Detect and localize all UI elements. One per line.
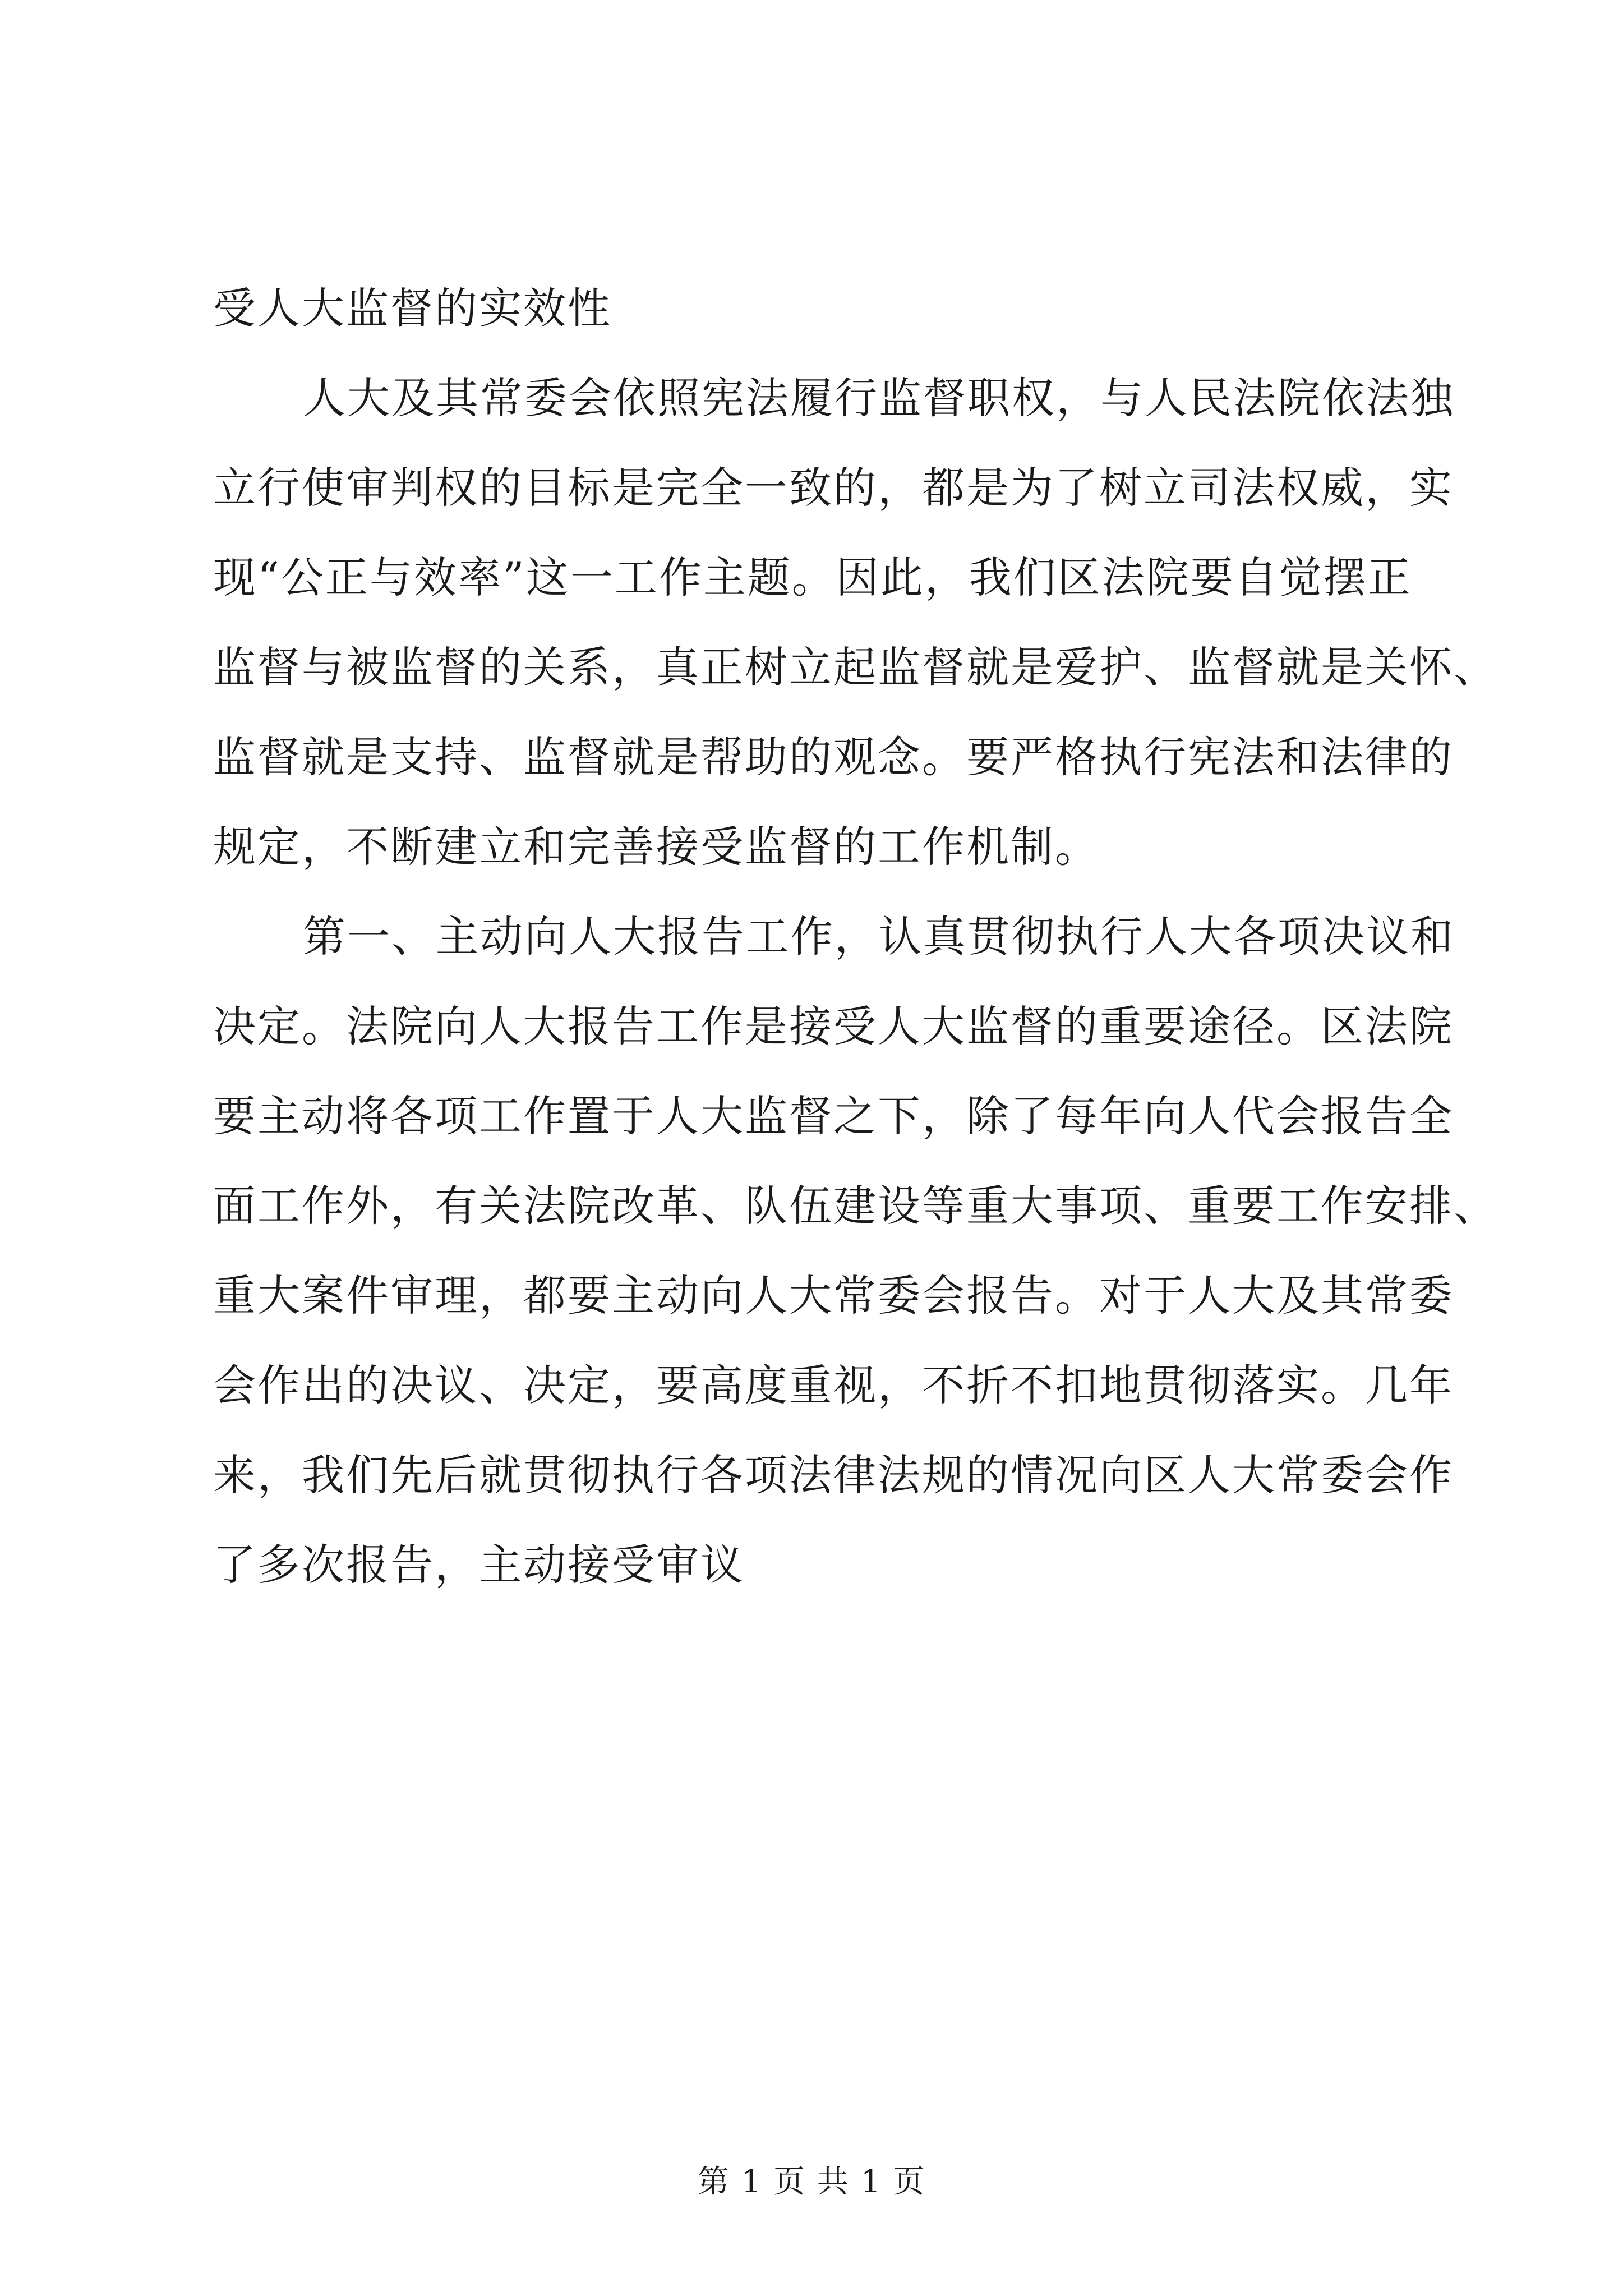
- text-line: 现“公正与效率”这一工作主题。因此，我们区法院要自觉摆正: [213, 553, 1412, 602]
- text-line: 面工作外，有关法院改革、队伍建设等重大事项、重要工作安排、: [213, 1181, 1498, 1231]
- paragraph-start-line: 第一、主动向人大报告工作，认真贯彻执行人大各项决议和: [303, 912, 1455, 961]
- paragraph-start-line: 人大及其常委会依照宪法履行监督职权，与人民法院依法独: [303, 373, 1455, 423]
- text-line: 要主动将各项工作置于人大监督之下，除了每年向人代会报告全: [213, 1091, 1454, 1141]
- page-number-footer: 第 1 页 共 1 页: [697, 2164, 926, 2200]
- text-line: 来，我们先后就贯彻执行各项法律法规的情况向区人大常委会作: [213, 1450, 1454, 1500]
- text-line: 会作出的决议、决定，要高度重视，不折不扣地贯彻落实。几年: [213, 1360, 1454, 1410]
- text-line: 了多次报告，主动接受审议: [213, 1540, 745, 1590]
- text-line: 监督就是支持、监督就是帮助的观念。要严格执行宪法和法律的: [213, 732, 1454, 782]
- text-line: 重大案件审理，都要主动向人大常委会报告。对于人大及其常委: [213, 1271, 1454, 1320]
- text-line: 规定，不断建立和完善接受监督的工作机制。: [213, 822, 1099, 872]
- document-body: [213, 264, 1498, 1610]
- text-line: 受人大监督的实效性: [213, 283, 612, 333]
- text-line: 监督与被监督的关系，真正树立起监督就是爱护、监督就是关怀、: [213, 642, 1498, 692]
- text-line: 决定。法院向人大报告工作是接受人大监督的重要途径。区法院: [213, 1001, 1454, 1051]
- text-line: 立行使审判权的目标是完全一致的，都是为了树立司法权威，实: [213, 463, 1454, 513]
